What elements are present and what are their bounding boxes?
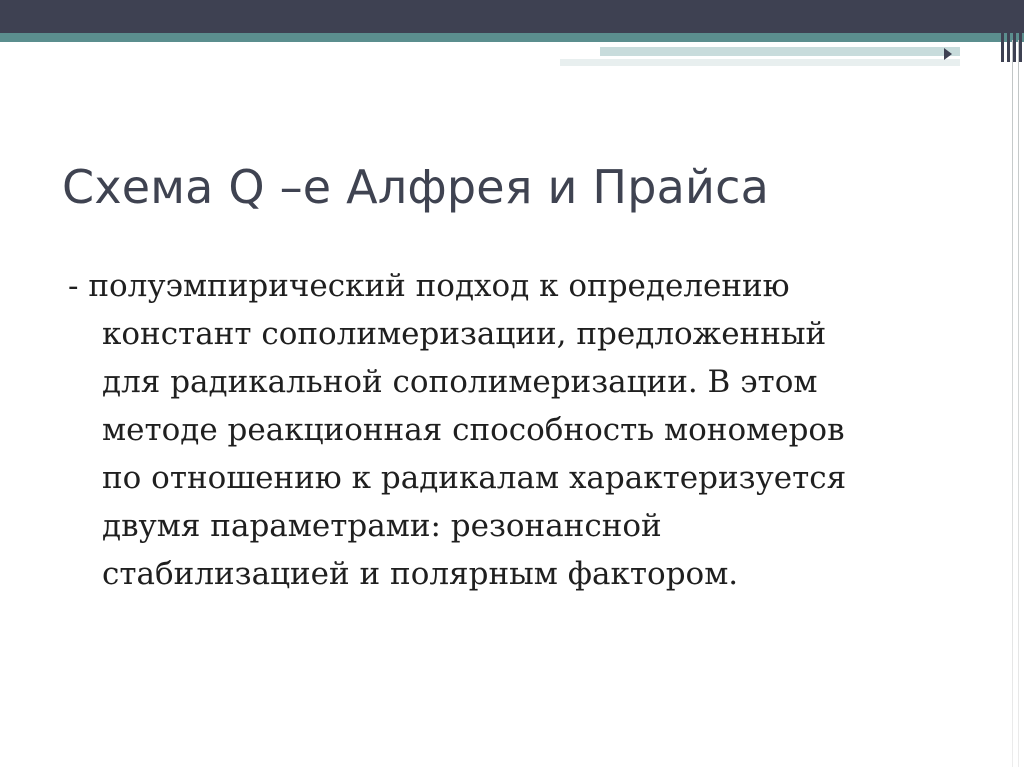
slide-title: Схема Q –e Алфрея и Прайса	[62, 160, 769, 214]
body-line: по отношению к радикалам характеризуется	[102, 460, 847, 496]
body-line: стабилизацией и полярным фактором.	[102, 556, 739, 592]
body-line: констант сополимеризации, предложенный	[102, 316, 827, 352]
edge-stripe	[1013, 0, 1016, 62]
edge-stripe	[1019, 0, 1022, 62]
header-pale-band	[560, 59, 960, 66]
body-line: методе реакционная способность мономеров	[102, 412, 845, 448]
body-line: для радикальной сополимеризации. В этом	[102, 364, 818, 400]
edge-stripe	[1001, 0, 1004, 62]
header-teal-band	[0, 33, 1024, 42]
header-light-band	[600, 47, 960, 56]
slide-body	[68, 262, 948, 598]
header-arrow-icon	[944, 48, 952, 60]
body-line: двумя параметрами: резонансной	[102, 508, 662, 544]
body-line: - полуэмпирический подход к определению	[68, 268, 790, 304]
header-dark-band	[0, 0, 1024, 33]
edge-line	[1018, 40, 1019, 767]
edge-stripe	[1007, 0, 1010, 62]
edge-line	[1012, 40, 1013, 767]
